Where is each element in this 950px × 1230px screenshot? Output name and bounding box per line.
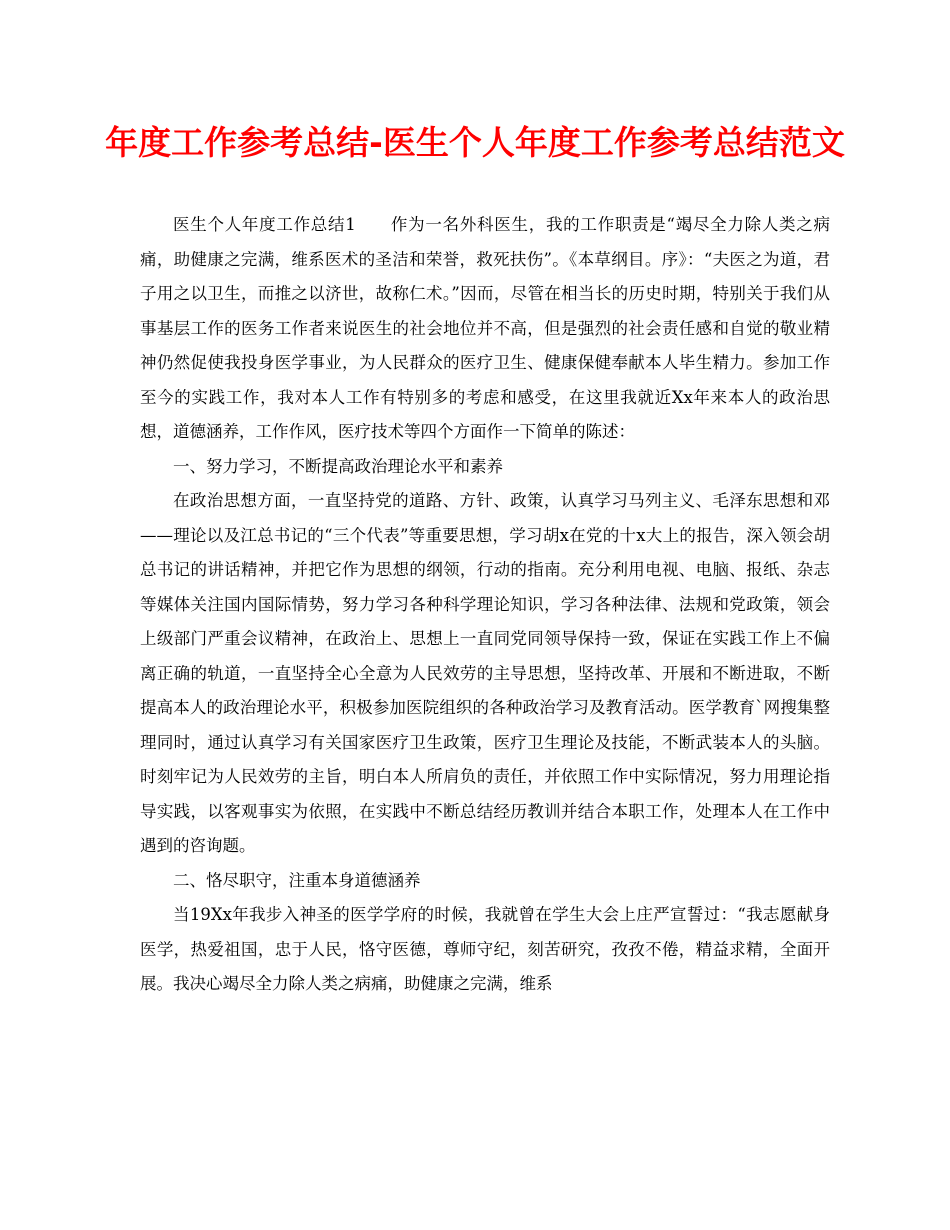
document-body xyxy=(140,208,830,1002)
section-1-paragraph: 在政治思想方面，一直坚持党的道路、方针、政策，认真学习马列主义、毛泽东思想和邓——理论以及江总书记的“三个代表”等重要思想，学习胡x在党的十x大上的报告，深入领会胡总书记的讲话精神，并把它作为思想的纲领，行动的指南。充分利用电视、电脑、报纸、杂志等媒体关注国内国际情势，努力学习各种科学理论知识，学习各种法律、法规和党政策，领会上级部门严重会议精神，在政治上、思想上一直同党同领导保持一致，保证在实践工作上不偏离正确的轨道，一直坚持全心全意为人民效劳的主导思想，坚持改革、开展和不断进取，不断提高本人的政治理论水平，积极参加医院组织的各种政治学习及教育活动。医学教育`网搜集整理同时，通过认真学习有关国家医疗卫生政策，医疗卫生理论及技能，不断武装本人的头脑。时刻牢记为人民效劳的主旨，明白本人所肩负的责任，并依照工作中实际情况，努力用理论指导实践，以客观事实为依照，在实践中不断总结经历教训并结合本职工作，处理本人在工作中遇到的咨询题。 xyxy=(140,491,830,855)
section-heading-1: 一、努力学习，不断提高政治理论水平和素养 xyxy=(173,456,503,476)
document-title: 年度工作参考总结-医生个人年度工作参考总结范文 xyxy=(105,123,845,162)
section-heading-2: 二、恪尽职守，注重本身道德涵养 xyxy=(173,870,421,890)
section-2-paragraph: 当19Xx年我步入神圣的医学学府的时候，我就曾在学生大会上庄严宣誓过：“我志愿献身医学，热爱祖国，忠于人民，恪守医德，尊师守纪，刻苦研究，孜孜不倦，精益求精，全面开展。我决心竭尽全力除人类之病痛，助健康之完满，维系 xyxy=(140,905,830,993)
intro-paragraph: 医生个人年度工作总结1 作为一名外科医生，我的工作职责是“竭尽全力除人类之病痛，助健康之完满，维系医术的圣洁和荣誉，救死扶伤”。《本草纲目。序》：“夫医之为道，君子用之以卫生，而推之以济世，故称仁术。”因而，尽管在相当长的历史时期，特别关于我们从事基层工作的医务工作者来说医生的社会地位并不高，但是强烈的社会责任感和自觉的敬业精神仍然促使我投身医学事业，为人民群众的医疗卫生、健康保健奉献本人毕生精力。参加工作至今的实践工作，我对本人工作有特别多的考虑和感受，在这里我就近Xx年来本人的政治思想，道德涵养，工作作风，医疗技术等四个方面作一下简单的陈述： xyxy=(140,215,830,441)
